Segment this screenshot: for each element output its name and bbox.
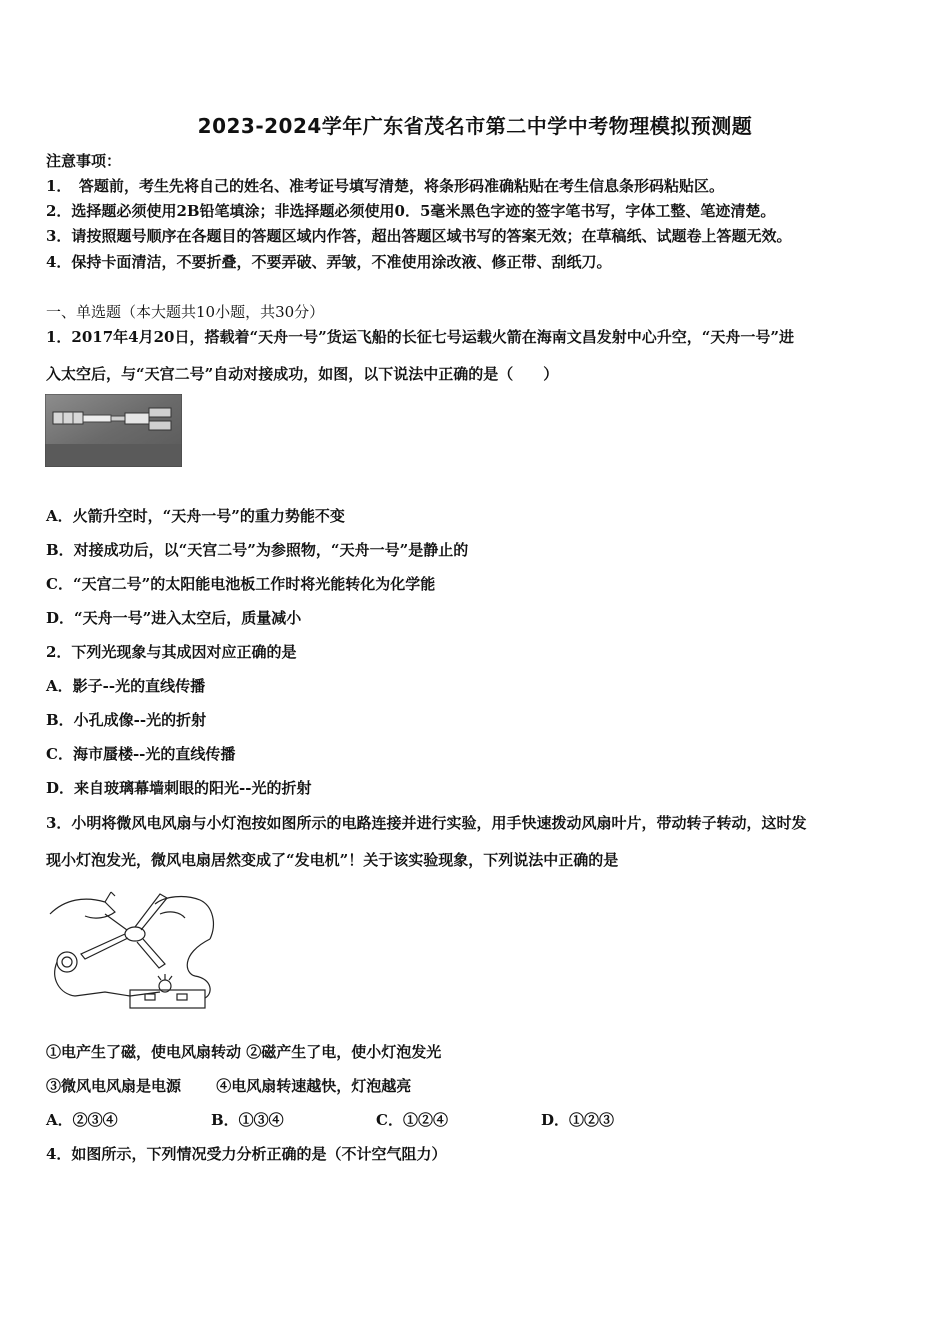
q3-stem-line1: 3．小明将微风电风扇与小灯泡按如图所示的电路连接并进行实验，用手快速拨动风扇叶片，带动转子转动，这时发 [46, 814, 807, 832]
section-heading: 一、单选题（本大题共10小题，共30分） [46, 303, 325, 321]
q3-option-b: B．①③④ [211, 1111, 284, 1129]
q3-option-d: D．①②③ [541, 1111, 615, 1129]
q3-option-c: C．①②④ [376, 1111, 448, 1129]
q3-statement-1: ①电产生了磁，使电风扇转动 ②磁产生了电，使小灯泡发光 [46, 1043, 442, 1061]
q3-option-a: A．②③④ [46, 1111, 118, 1129]
q2-option-a: A．影子--光的直线传播 [46, 677, 206, 695]
notice-heading: 注意事项： [46, 152, 122, 170]
q2-option-d: D．来自玻璃幕墙刺眼的阳光--光的折射 [46, 779, 312, 797]
q1-stem-line2: 入太空后，与“天宫二号”自动对接成功，如图，以下说法中正确的是（ ） [46, 365, 559, 383]
notice-item-2: 2．选择题必须使用2B铅笔填涂；非选择题必须使用0．5毫米黑色字迹的签字笔书写，字体工整、笔迹清楚。 [46, 202, 776, 220]
fan-generator-circuit-figure [45, 884, 220, 1026]
q2-stem: 2．下列光现象与其成因对应正确的是 [46, 643, 297, 661]
spacecraft-docking-photo [45, 394, 182, 467]
q3-stem-line2: 现小灯泡发光，微风电扇居然变成了“发电机”！关于该实验现象，下列说法中正确的是 [46, 851, 619, 869]
q1-stem-line1: 1．2017年4月20日，搭载着“天舟一号”货运飞船的长征七号运载火箭在海南文昌发射中心升空，“天舟一号”进 [46, 328, 795, 346]
page-title: 2023-2024学年广东省茂名市第二中学中考物理模拟预测题 [197, 114, 753, 138]
notice-item-4: 4．保持卡面清洁，不要折叠，不要弄破、弄皱，不准使用涂改液、修正带、刮纸刀。 [46, 253, 612, 271]
q1-option-b: B．对接成功后，以“天宫二号”为参照物，“天舟一号”是静止的 [46, 541, 469, 559]
q4-stem: 4．如图所示，下列情况受力分析正确的是（不计空气阻力） [46, 1145, 447, 1163]
q1-option-d: D．“天舟一号”进入太空后，质量减小 [46, 609, 302, 627]
q2-option-c: C．海市蜃楼--光的直线传播 [46, 745, 236, 763]
q3-statement-2: ③微风电风扇是电源 ④电风扇转速越快，灯泡越亮 [46, 1077, 412, 1095]
notice-item-1: 1． 答题前，考生先将自己的姓名、准考证号填写清楚，将条形码准确粘贴在考生信息条形码粘贴区。 [46, 177, 724, 195]
q1-option-c: C．“天宫二号”的太阳能电池板工作时将光能转化为化学能 [46, 575, 436, 593]
notice-item-3: 3．请按照题号顺序在各题目的答题区域内作答，超出答题区域书写的答案无效；在草稿纸、试题卷上答题无效。 [46, 227, 792, 245]
q1-option-a: A．火箭升空时，“天舟一号”的重力势能不变 [46, 507, 345, 525]
q2-option-b: B．小孔成像--光的折射 [46, 711, 207, 729]
